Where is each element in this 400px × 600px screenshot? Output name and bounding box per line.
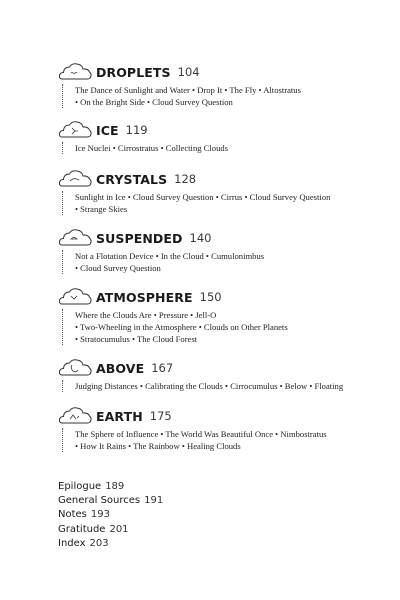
back-matter-item[interactable]: [58, 523, 358, 537]
chapter-heading: [58, 356, 358, 380]
chapter-page-number: 167: [151, 361, 174, 375]
section-line: • On the Bright Side • Cloud Survey Question: [75, 97, 233, 107]
back-matter-title: Index: [58, 537, 86, 549]
section-line: Where the Clouds Are • Pressure • Jell-O: [75, 310, 217, 320]
section-list: [62, 250, 358, 274]
back-matter-item[interactable]: [58, 537, 358, 551]
chapter-heading: [58, 285, 358, 309]
chapter-droplets: [58, 60, 358, 108]
chapter-page-number: 150: [199, 290, 222, 304]
section-list: [62, 84, 358, 108]
chapter-heading: [58, 226, 358, 250]
chapter-page-number: 104: [177, 65, 200, 79]
back-matter-page: 191: [144, 495, 164, 507]
section-list: [62, 428, 358, 452]
back-matter-page: 201: [109, 523, 129, 535]
section-list: [62, 142, 358, 154]
section-list: [62, 309, 358, 345]
back-matter-page: 203: [89, 537, 109, 549]
cloud-icon: [58, 286, 92, 308]
back-matter-item[interactable]: [58, 494, 358, 508]
chapter-earth: [58, 404, 358, 452]
back-matter-page: 193: [90, 509, 110, 521]
section-line: • Stratocumulus • The Cloud Forest: [75, 334, 198, 344]
section-list: [62, 380, 358, 392]
chapter-heading: [58, 60, 358, 84]
chapter-suspended: [58, 226, 358, 274]
back-matter-title: Notes: [58, 509, 87, 521]
back-matter-title: Gratitude: [58, 523, 106, 535]
chapter-title[interactable]: DROPLETS: [96, 64, 171, 80]
back-matter-title: Epilogue: [58, 481, 102, 492]
section-line: • Strange Skies: [75, 204, 128, 214]
chapter-page-number: 119: [125, 123, 148, 137]
back-matter-item[interactable]: [58, 480, 358, 494]
chapter-page-number: 140: [189, 231, 212, 245]
cloud-icon: [58, 168, 92, 190]
cloud-icon: [58, 405, 92, 427]
back-matter-list: [58, 480, 358, 551]
chapter-title[interactable]: ICE: [96, 122, 119, 138]
section-line: Judging Distances • Calibrating the Clouds • Cirrocumulus • Below • Floating: [75, 381, 344, 391]
section-line: The Sphere of Influence • The World Was Beautiful Once • Nimbostratus: [75, 429, 327, 439]
chapter-title[interactable]: SUSPENDED: [96, 230, 183, 246]
section-line: • How It Rains • The Rainbow • Healing Clouds: [75, 441, 241, 451]
cloud-icon: [58, 119, 92, 141]
back-matter-title: General Sources: [58, 495, 141, 507]
chapter-above: [58, 356, 358, 392]
chapter-page-number: 175: [149, 409, 172, 423]
chapter-title[interactable]: CRYSTALS: [96, 171, 168, 187]
chapter-heading: [58, 404, 358, 428]
section-line: The Dance of Sunlight and Water • Drop It • The Fly • Altostratus: [75, 85, 301, 95]
chapter-heading: [58, 118, 358, 142]
section-line: • Cloud Survey Question: [75, 263, 161, 273]
section-line: Ice Nuclei • Cirrostratus • Collecting Clouds: [75, 143, 229, 153]
section-line: Not a Flotation Device • In the Cloud • Cumulonimbus: [75, 251, 265, 261]
cloud-icon: [58, 227, 92, 249]
back-matter-page: 189: [105, 481, 125, 492]
chapter-title[interactable]: ABOVE: [96, 360, 145, 376]
chapter-page-number: 128: [174, 172, 197, 186]
chapter-title[interactable]: ATMOSPHERE: [96, 289, 193, 305]
cloud-icon: [58, 61, 92, 83]
section-line: • Two-Wheeling in the Atmosphere • Clouds on Other Planets: [75, 322, 288, 332]
chapter-heading: [58, 167, 358, 191]
chapter-title[interactable]: EARTH: [96, 408, 143, 424]
section-list: [62, 191, 358, 215]
chapter-ice: [58, 118, 358, 154]
section-line: Sunlight in Ice • Cloud Survey Question • Cirrus • Cloud Survey Question: [75, 192, 331, 202]
back-matter-item[interactable]: [58, 508, 358, 522]
chapter-atmosphere: [58, 285, 358, 345]
cloud-icon: [58, 357, 92, 379]
chapter-crystals: [58, 167, 358, 215]
